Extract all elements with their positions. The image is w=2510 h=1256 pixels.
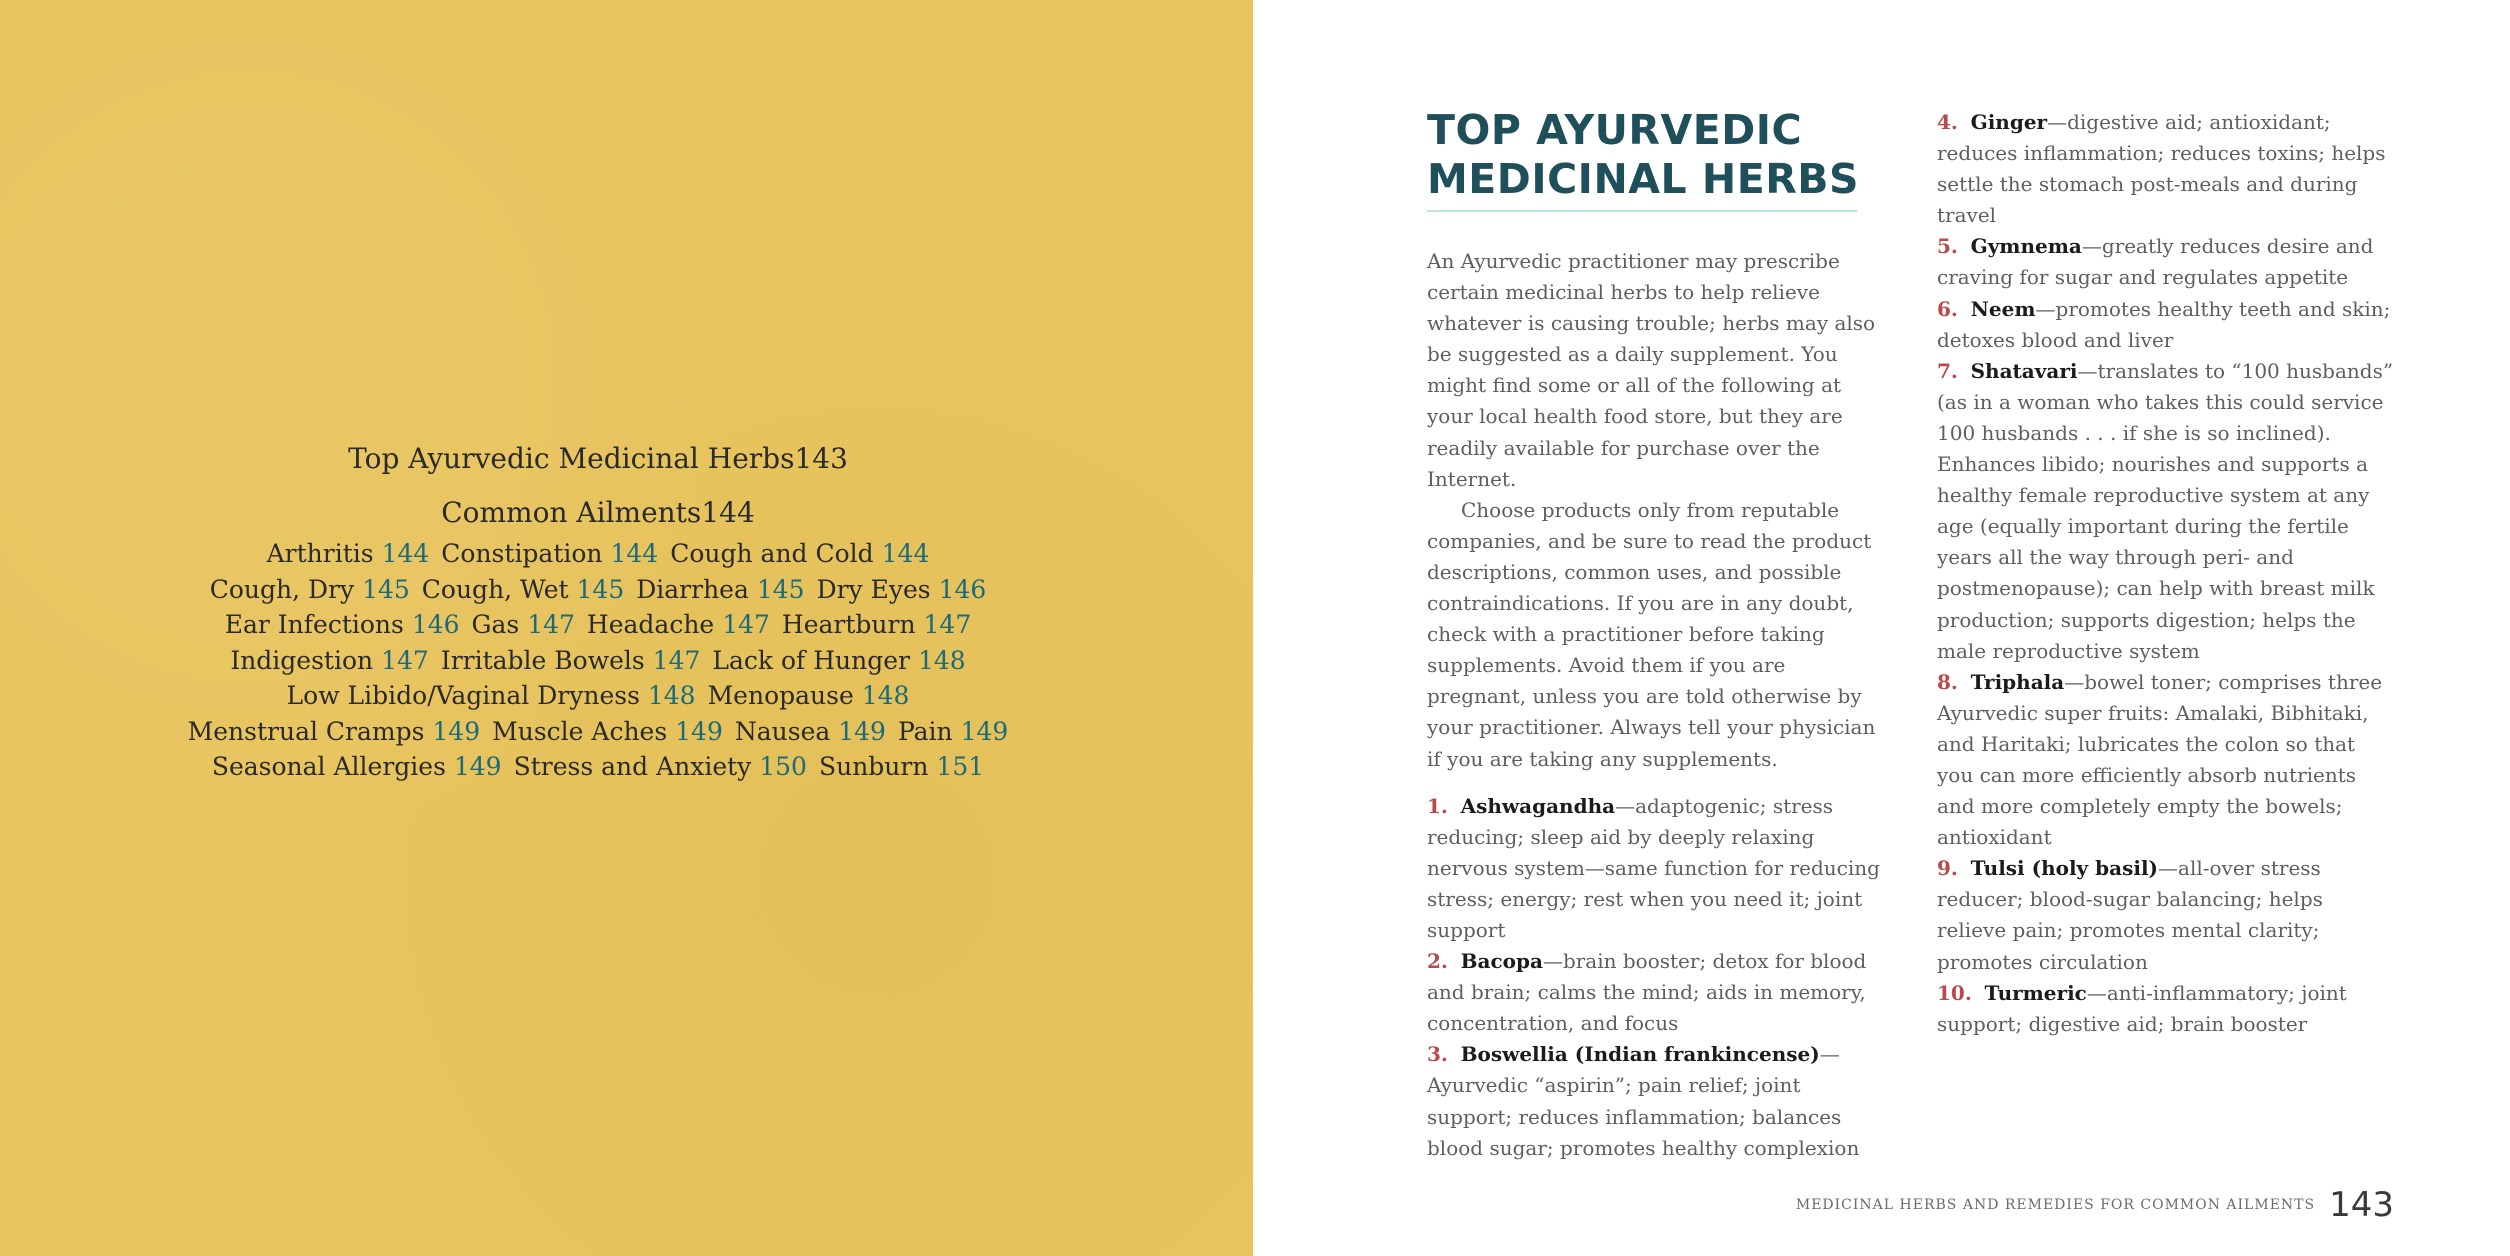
toc-line	[0, 749, 1196, 785]
toc-entry[interactable]	[267, 539, 430, 568]
toc-entry[interactable]	[441, 539, 658, 568]
herb-number: 10.	[1937, 980, 1972, 1005]
toc-entry-page: 146	[938, 574, 987, 604]
herb-name: Gymnema	[1970, 234, 2082, 259]
page-footer	[1796, 1185, 2394, 1225]
toc-entry-page: 148	[917, 645, 966, 675]
toc-entry[interactable]	[225, 610, 460, 639]
herb-name: Triphala	[1970, 669, 2065, 694]
toc-entry-label: Nausea	[734, 716, 831, 746]
herb-description: —adaptogenic; stress reducing; sleep aid by deeply relaxing nervous system—same function for reducing stress; energy; rest when you need it; joint support	[1427, 793, 1880, 942]
toc-entry-label: Ear Infections	[224, 610, 404, 639]
herb-name: Neem	[1970, 296, 2036, 321]
toc-heading-ailments[interactable]	[0, 496, 1196, 529]
herb-number: 3.	[1427, 1042, 1448, 1067]
intro-paragraph: An Ayurvedic practitioner may prescribe certain medicinal herbs to help relieve whatever is causing trouble; herbs may also be suggested as a daily supplement. You might find some or all of the following at your local health food store, but they are readily available for purchase over the Internet.	[1427, 249, 1876, 491]
toc-entry-page: 145	[362, 574, 410, 604]
toc-entry-label: Seasonal Allergies	[211, 752, 446, 781]
herb-name: Shatavari	[1970, 358, 2078, 383]
toc-entry-label: Gas	[471, 610, 520, 639]
toc-heading-page: 144	[701, 496, 755, 529]
toc-entry[interactable]	[670, 539, 929, 568]
toc-entry-page: 147	[381, 645, 429, 675]
toc-entry-page: 149	[453, 752, 502, 781]
column-left	[1427, 246, 1885, 1164]
toc-entry-label: Diarrhea	[636, 574, 749, 604]
toc-entry-page: 148	[647, 681, 696, 710]
page-title	[1427, 106, 1897, 204]
toc-entry[interactable]	[817, 575, 987, 604]
toc-entry[interactable]	[422, 575, 624, 604]
toc-entry[interactable]	[210, 575, 410, 604]
herb-number: 5.	[1937, 234, 1958, 259]
toc-line	[0, 536, 1196, 572]
toc-entry-page: 147	[722, 610, 770, 639]
toc-entry[interactable]	[441, 646, 701, 675]
toc-line	[0, 572, 1196, 608]
herb-name: Ginger	[1970, 110, 2048, 134]
toc-entry-page: 151	[936, 752, 985, 781]
toc-entry-page: 146	[411, 610, 460, 639]
toc-entry[interactable]	[898, 717, 1008, 746]
toc-line	[0, 643, 1196, 679]
herb-description: —translates to “100 husbands” (as in a woman who takes this could service 100 husbands . . . if she is so inclined). Enhances libido; nourishes and supports a healthy female reproductive system at any age (equally important during the fertile years all the way through peri- and postmenopause); can help with breast milk production; supports digestion; helps the male reproductive system	[1937, 358, 2394, 663]
herb-description: —anti-inflammatory; joint support; digestive aid; brain booster	[1937, 980, 2347, 1036]
toc-entry-label: Muscle Aches	[492, 716, 668, 746]
herb-number: 6.	[1937, 296, 1958, 321]
title-divider	[1427, 210, 1857, 212]
toc-entry-label: Heartburn	[781, 610, 916, 639]
toc-entry[interactable]	[636, 575, 804, 604]
toc-entry[interactable]	[708, 681, 910, 710]
toc-entry[interactable]	[212, 752, 502, 781]
toc-entry[interactable]	[472, 610, 575, 639]
herb-description: —brain booster; detox for blood and brain; calms the mind; aids in memory, concentration, and focus	[1427, 949, 1867, 1036]
toc-entry-page: 147	[923, 610, 972, 639]
herb-description: —all-over stress reducer; blood-sugar balancing; helps relieve pain; promotes mental clarity; promotes circulation	[1937, 856, 2323, 974]
toc-entry[interactable]	[735, 717, 886, 746]
toc-entry-label: Menstrual Cramps	[187, 716, 425, 746]
toc-entry-label: Headache	[586, 610, 715, 639]
herb-name: Turmeric	[1984, 980, 2087, 1005]
herb-description: —promotes healthy teeth and skin; detoxes blood and liver	[1937, 296, 2391, 352]
toc-entry-page: 145	[756, 574, 805, 604]
herb-item	[1937, 294, 2395, 356]
toc-entry[interactable]	[188, 717, 480, 746]
toc-entry[interactable]	[587, 610, 770, 639]
toc-entry-label: Cough, Dry	[209, 574, 355, 604]
herb-list	[1427, 791, 1885, 1164]
toc-entry-label: Stress and Anxiety	[513, 752, 752, 781]
toc-entry-label: Menopause	[707, 681, 854, 710]
column-right	[1937, 107, 2395, 1040]
toc-entry-page: 145	[576, 574, 625, 604]
herb-name: Boswellia (Indian frankincense)	[1460, 1042, 1820, 1067]
toc-heading-page: 143	[794, 442, 848, 475]
toc-entry[interactable]	[514, 752, 807, 781]
toc-entry-label: Low Libido/Vaginal Dryness	[286, 681, 640, 710]
intro-paragraph: Choose products only from reputable companies, and be sure to read the product descriptions, common uses, and possible contraindications. If you are in any doubt, check with a practitioner before taking supplements. Avoid them if you are pregnant, unless you are told otherwise by your practitioner. Always tell your physician if you are taking any supplements.	[1427, 497, 1876, 771]
herb-item	[1937, 107, 2395, 231]
toc-entry-page: 144	[610, 539, 659, 568]
toc-entry-label: Indigestion	[230, 645, 374, 675]
herb-name: Ashwagandha	[1460, 793, 1616, 818]
toc-entry-label: Dry Eyes	[816, 574, 931, 604]
toc-entry[interactable]	[782, 610, 971, 639]
toc-entry-page: 144	[881, 539, 930, 568]
toc-entry-label: Arthritis	[266, 539, 374, 568]
toc-entry-label: Cough, Wet	[421, 574, 569, 604]
toc-line	[0, 678, 1196, 714]
toc-entry[interactable]	[492, 717, 723, 746]
toc-entry-page: 147	[652, 645, 701, 675]
herb-item	[1937, 356, 2395, 667]
herb-number: 4.	[1937, 110, 1958, 134]
herb-number: 7.	[1937, 358, 1958, 383]
herb-description: —greatly reduces desire and craving for sugar and regulates appetite	[1937, 234, 2374, 290]
herb-item	[1937, 978, 2395, 1040]
herb-name: Bacopa	[1460, 949, 1543, 974]
toc-entry-label: Sunburn	[818, 752, 929, 781]
toc-entry-page: 149	[838, 716, 886, 746]
toc-entry[interactable]	[819, 752, 984, 781]
toc-entry-page: 148	[861, 681, 910, 710]
toc-entry[interactable]	[230, 646, 428, 675]
herb-list	[1937, 107, 2395, 1040]
toc-entry-label: Cough and Cold	[670, 539, 874, 568]
toc-entry-label: Lack of Hunger	[712, 645, 910, 675]
toc-entry[interactable]	[287, 681, 696, 710]
toc-entry-page: 149	[675, 716, 723, 746]
herb-item	[1937, 231, 2395, 293]
toc-entry-page: 147	[527, 610, 575, 639]
toc-entry-page: 149	[960, 716, 1009, 746]
toc-entry-page: 144	[381, 539, 430, 568]
herb-description: —digestive aid; antioxidant; reduces inflammation; reduces toxins; helps settle the stomach post-meals and during travel	[1937, 110, 2386, 228]
title-line: MEDICINAL HERBS	[1427, 155, 1860, 203]
page-number: 143	[2329, 1185, 2394, 1225]
herb-number: 1.	[1427, 793, 1448, 818]
herb-item	[1937, 667, 2395, 854]
herb-name: Tulsi (holy basil)	[1970, 856, 2159, 881]
title-line: TOP AYURVEDIC	[1427, 106, 1803, 154]
toc-heading-herbs[interactable]	[0, 442, 1196, 475]
herb-item	[1427, 791, 1885, 946]
herb-item	[1937, 853, 2395, 977]
toc-entry-label: Irritable Bowels	[440, 645, 645, 675]
herb-number: 8.	[1937, 669, 1958, 694]
toc-entry[interactable]	[712, 646, 965, 675]
toc-heading-label: Common Ailments	[441, 496, 702, 529]
toc-entry-label: Constipation	[441, 539, 603, 568]
toc-heading-label: Top Ayurvedic Medicinal Herbs	[348, 442, 795, 475]
toc-line	[0, 714, 1196, 750]
herb-item	[1427, 1039, 1885, 1163]
toc-entry-page: 150	[759, 752, 807, 781]
toc-entry-page: 149	[432, 716, 481, 746]
running-head: MEDICINAL HERBS AND REMEDIES FOR COMMON AILMENTS	[1795, 1197, 2316, 1213]
toc-line	[0, 607, 1196, 643]
herb-item	[1427, 946, 1885, 1039]
herb-number: 9.	[1937, 856, 1958, 881]
herb-description: —Ayurvedic “aspirin”; pain relief; joint support; reduces inflammation; balances blood sugar; promotes healthy complexion	[1427, 1042, 1860, 1160]
herb-number: 2.	[1427, 949, 1448, 974]
toc-entry-label: Pain	[897, 716, 953, 746]
herb-description: —bowel toner; comprises three Ayurvedic super fruits: Amalaki, Bibhitaki, and Haritaki; lubricates the colon so that you can more efficiently absorb nutrients and more completely empty the bowels; antioxidant	[1937, 669, 2383, 850]
